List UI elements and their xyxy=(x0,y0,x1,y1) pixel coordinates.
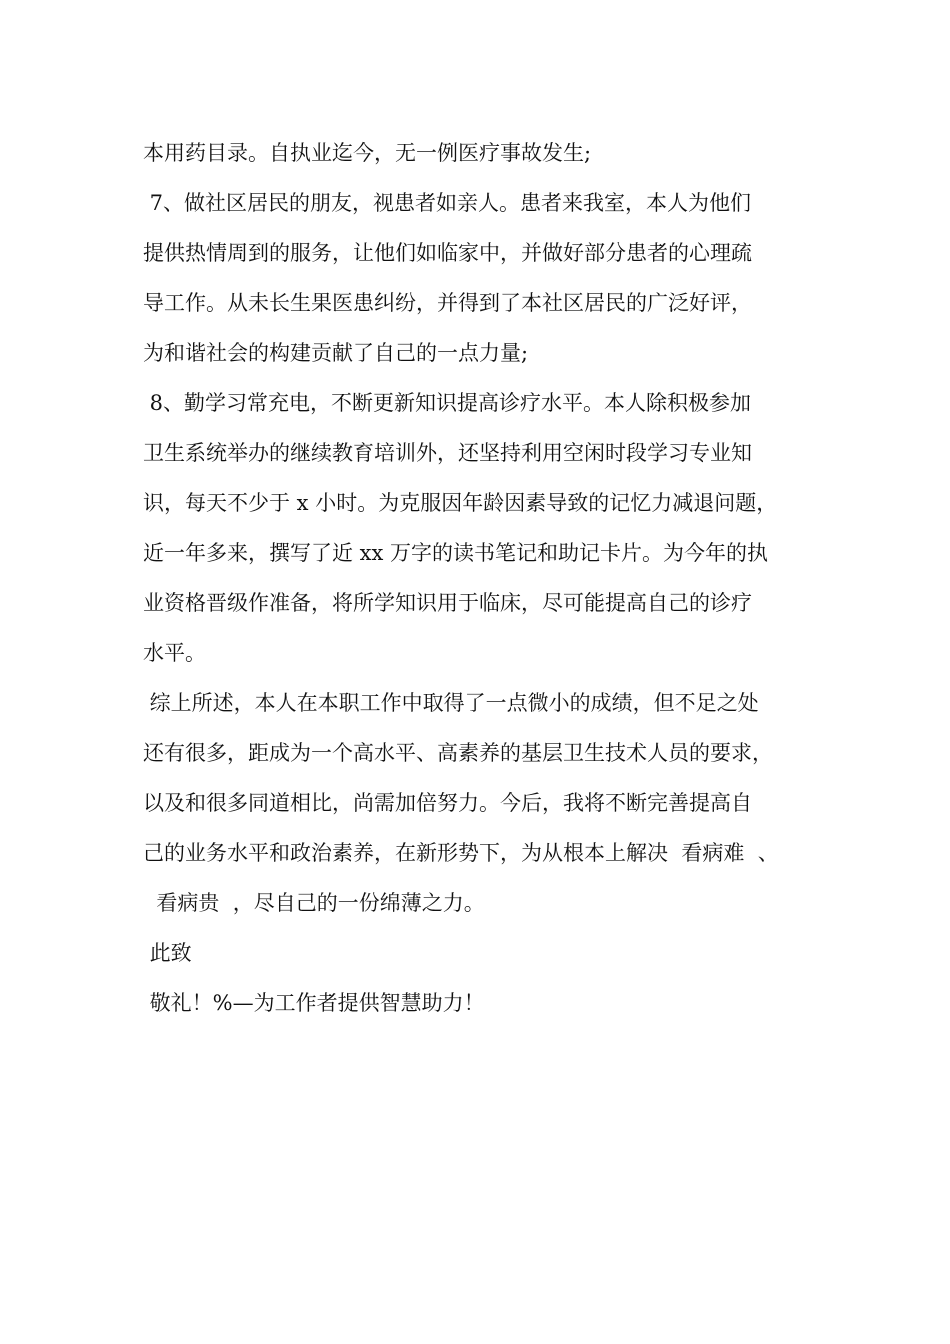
text-line: 此致 xyxy=(143,941,192,965)
text-line: 识，每天不少于 x 小时。为克服因年龄因素导致的记忆力减退问题， xyxy=(143,491,778,515)
text-line: 业资格晋级作准备，将所学知识用于临床，尽可能提高自己的诊疗 xyxy=(143,591,752,615)
text-line: 7、做社区居民的朋友，视患者如亲人。患者来我室，本人为他们 xyxy=(143,191,752,215)
text-line: 为和谐社会的构建贡献了自己的一点力量; xyxy=(143,341,529,365)
text-line: 卫生系统举办的继续教育培训外，还坚持利用空闲时段学习专业知 xyxy=(143,441,752,465)
text-line: 以及和很多同道相比，尚需加倍努力。今后，我将不断完善提高自 xyxy=(143,791,752,815)
text-line: 8、勤学习常充电，不断更新知识提高诊疗水平。本人除积极参加 xyxy=(143,391,752,415)
text-line: 提供热情周到的服务，让他们如临家中，并做好部分患者的心理疏 xyxy=(143,241,752,265)
text-line: 近一年多来，撰写了近 xx 万字的读书笔记和助记卡片。为今年的执 xyxy=(143,541,769,565)
text-line: 敬礼！%—为工作者提供智慧助力！ xyxy=(143,991,485,1015)
text-line: 导工作。从未长生果医患纠纷，并得到了本社区居民的广泛好评， xyxy=(143,291,752,315)
text-line: 看病贵 ，尽自己的一份绵薄之力。 xyxy=(143,891,485,915)
text-line: 还有很多，距成为一个高水平、高素养的基层卫生技术人员的要求， xyxy=(143,741,773,765)
text-line: 己的业务水平和政治素养，在新形势下，为从根本上解决 看病难 、 xyxy=(143,841,779,865)
text-line: 本用药目录。自执业迄今，无一例医疗事故发生; xyxy=(143,141,592,165)
text-line: 水平。 xyxy=(143,641,206,665)
document-body xyxy=(143,128,843,1028)
text-line: 综上所述，本人在本职工作中取得了一点微小的成绩，但不足之处 xyxy=(143,691,759,715)
